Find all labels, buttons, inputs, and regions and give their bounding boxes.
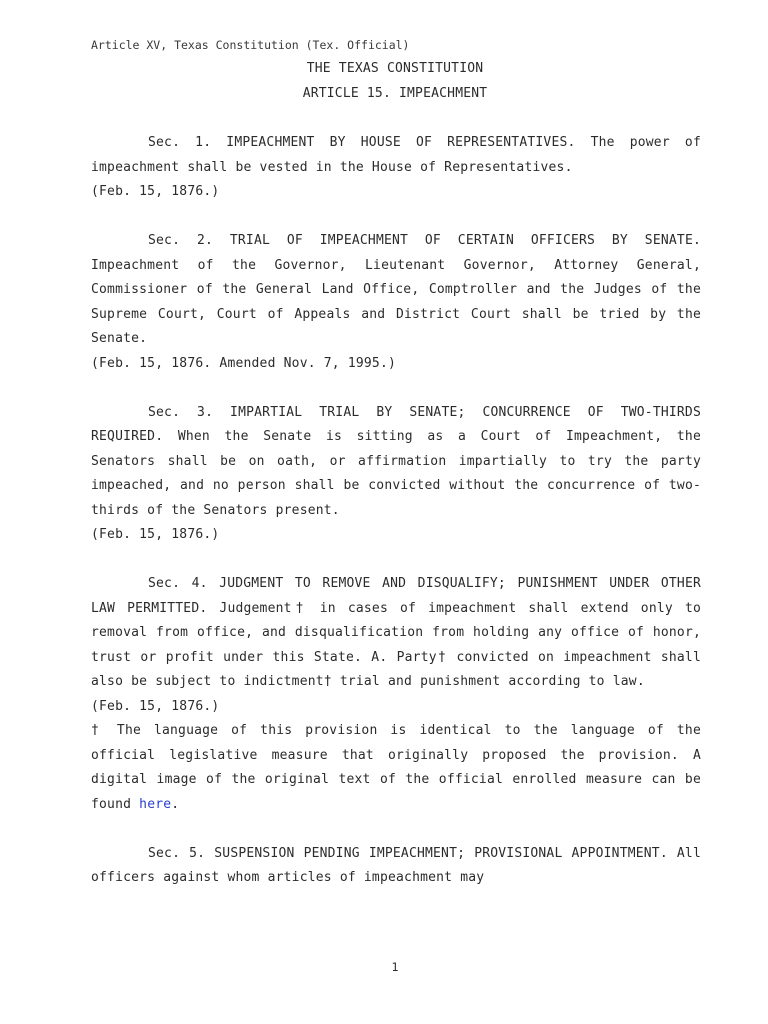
enrolled-measure-link[interactable]: here bbox=[139, 796, 172, 812]
section-1-text: Sec. 1. IMPEACHMENT BY HOUSE OF REPRESENTATIVES. The power of impeachment shall be vested in the House of Representatives. bbox=[91, 135, 701, 175]
footnote-text: † The language of this provision is identical to the language of the official legislative measure that originally proposed the provision. A digital image of the original text of the official enrolled measure can be found bbox=[91, 723, 701, 812]
footnote-end: . bbox=[171, 796, 180, 812]
section-2-text: Sec. 2. TRIAL OF IMPEACHMENT OF CERTAIN OFFICERS BY SENATE. Impeachment of the Governor, Lieutenant Governor, Attorney General, Commissioner of the General Land Office, Comptroller and the Judges of the Supreme Court, Court of Appeals and District Court shall be tried by the Senate. bbox=[91, 233, 701, 346]
section-3-text: Sec. 3. IMPARTIAL TRIAL BY SENATE; CONCURRENCE OF TWO-THIRDS REQUIRED. When the Senate is sitting as a Court of Impeachment, the Senators shall be on oath, or affirmation impartially to try the party impeached, and no person shall be convicted without the concurrence of two-thirds of the Senators present. bbox=[91, 404, 701, 518]
section-4-history: (Feb. 15, 1876.) bbox=[91, 698, 220, 714]
section-4-text: Sec. 4. JUDGMENT TO REMOVE AND DISQUALIFY; PUNISHMENT UNDER OTHER LAW PERMITTED. Judgement† in cases of impeachment shall extend only to removal from office, and disqualification from holding any office of honor, trust or profit under this State. A. Party† convicted on impeachment shall also be subject to indictment† trial and punishment according to law. bbox=[91, 576, 701, 689]
section-2-history: (Feb. 15, 1876. Amended Nov. 7, 1995.) bbox=[91, 355, 397, 371]
document-title: THE TEXAS CONSTITUTION bbox=[306, 61, 484, 76]
section-1-history: (Feb. 15, 1876.) bbox=[91, 184, 220, 199]
section-4-footnote bbox=[91, 719, 701, 817]
page-number: 1 bbox=[391, 960, 399, 974]
article-title: ARTICLE 15. IMPEACHMENT bbox=[302, 86, 488, 101]
document-body bbox=[91, 131, 701, 891]
section-3-history: (Feb. 15, 1876.) bbox=[91, 527, 220, 542]
running-header: Article XV, Texas Constitution (Tex. Official) bbox=[91, 38, 410, 52]
section-5-text: Sec. 5. SUSPENSION PENDING IMPEACHMENT; PROVISIONAL APPOINTMENT. All officers against whom articles of impeachment may bbox=[91, 845, 701, 885]
